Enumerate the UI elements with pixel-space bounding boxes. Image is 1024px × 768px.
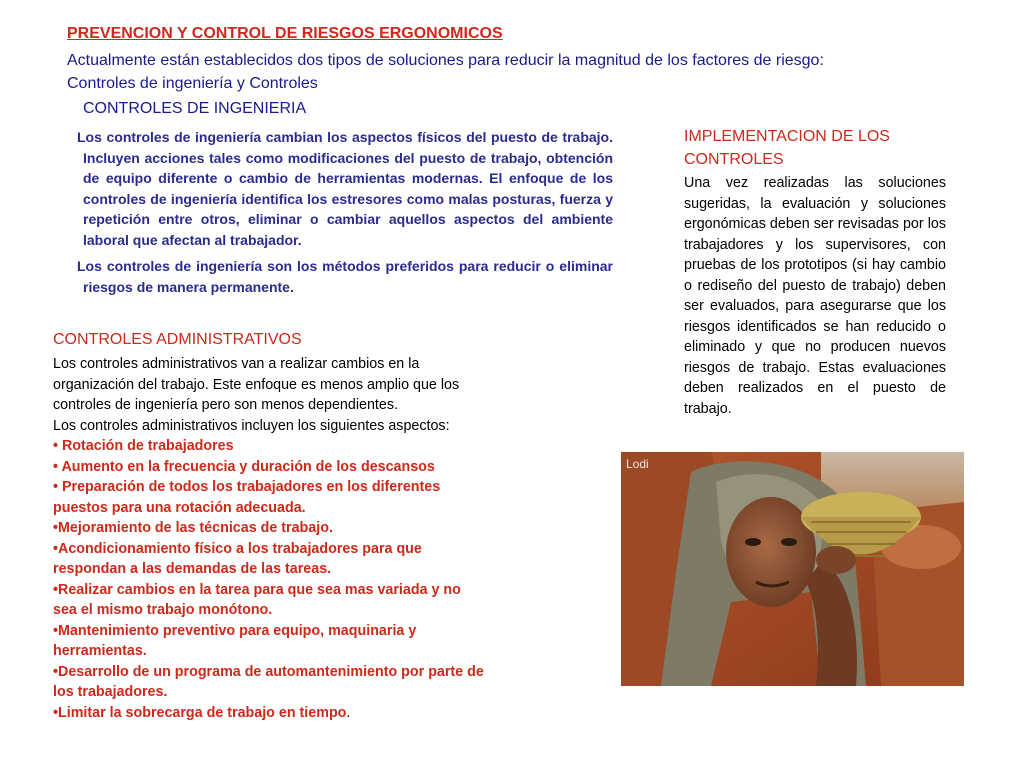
implementacion-heading: IMPLEMENTACION DE LOS CONTROLES [684,128,890,168]
bullet-item: sea el mismo trabajo monótono. [53,602,273,618]
administrativos-line: controles de ingeniería pero son menos dependientes. [53,397,398,413]
bullet-item: los trabajadores. [53,684,168,700]
bullet-last-punct: . [346,704,351,721]
intro-text: Actualmente están establecidos dos tipos de soluciones para reducir la magnitud de los factores de riesgo: Controles de ingeniería y Controles [67,52,824,92]
bullet-item-last [53,703,573,724]
administrativos-line: organización del trabajo. Este enfoque es menos amplio que los [53,376,460,393]
implementacion-body: Una vez realizadas las soluciones sugeridas, la evaluación y soluciones ergonómicas deben ser revisadas por los trabajadores y los supervisores, con pruebas de los prototipos (si hay cambio o rediseño del puesto de trabajo) deben ser evaluados, para asegurarse que los riesgos identificados se han reducido o eliminado y que no producen nuevos riesgos de trabajo. Estas evaluaciones deben realizados en el puesto de trabajo. [684,175,946,417]
bullet-item: •Mantenimiento preventivo para equipo, maquinaria y [53,622,417,639]
bullet-item: • Preparación de todos los trabajadores en los diferentes [53,479,441,495]
bullet-item: •Mejoramiento de las técnicas de trabajo. [53,520,333,536]
photo-watermark: Lodi [626,457,649,471]
worker-photo [621,452,964,686]
bullet-item: •Acondicionamiento físico a los trabajadores para que [53,540,422,557]
ingenieria-paragraph-1: Los controles de ingeniería cambian los aspectos físicos del puesto de trabajo. Incluyen acciones tales como modificaciones del puesto de trabajo, obtención de equipo diferente o cambio de herramientas modernas. El enfoque de los controles de ingeniería identifica los estresores como malas posturas, fuerza y repetición entre otros, eliminar o cambiar aquellos aspectos del ambiente laboral que afectan al trabajador. [77,129,613,248]
administrativos-bullet-list [53,436,573,723]
bullet-item: respondan a las demandas de las tareas. [53,561,332,577]
bullet-last-text: •Limitar la sobrecarga de trabajo en tiempo [53,704,347,721]
ingenieria-body [77,127,613,303]
ingenieria-paragraph-2: Los controles de ingeniería son los métodos preferidos para reducir o eliminar riesgos de manera permanente. [77,258,613,295]
bullet-item: • Rotación de trabajadores [53,438,234,454]
administrativos-body [53,354,573,436]
bullet-item: •Desarrollo de un programa de automantenimiento por parte de [53,663,484,680]
ingenieria-heading: CONTROLES DE INGENIERIA [83,100,307,117]
bullet-item: puestos para una rotación adecuada. [53,499,306,516]
administrativos-line: Los controles administrativos incluyen los siguientes aspectos: [53,417,450,434]
bullet-item: • Aumento en la frecuencia y duración de los descansos [53,458,435,475]
slide-title: PREVENCION Y CONTROL DE RIESGOS ERGONOMICOS [67,25,503,42]
bullet-item: •Realizar cambios en la tarea para que sea mas variada y no [53,581,461,598]
administrativos-line: Los controles administrativos van a realizar cambios en la [53,356,420,372]
worker-carrying-basket-photo [621,452,964,686]
administrativos-heading: CONTROLES ADMINISTRATIVOS [53,331,302,348]
bullet-item: herramientas. [53,643,147,659]
